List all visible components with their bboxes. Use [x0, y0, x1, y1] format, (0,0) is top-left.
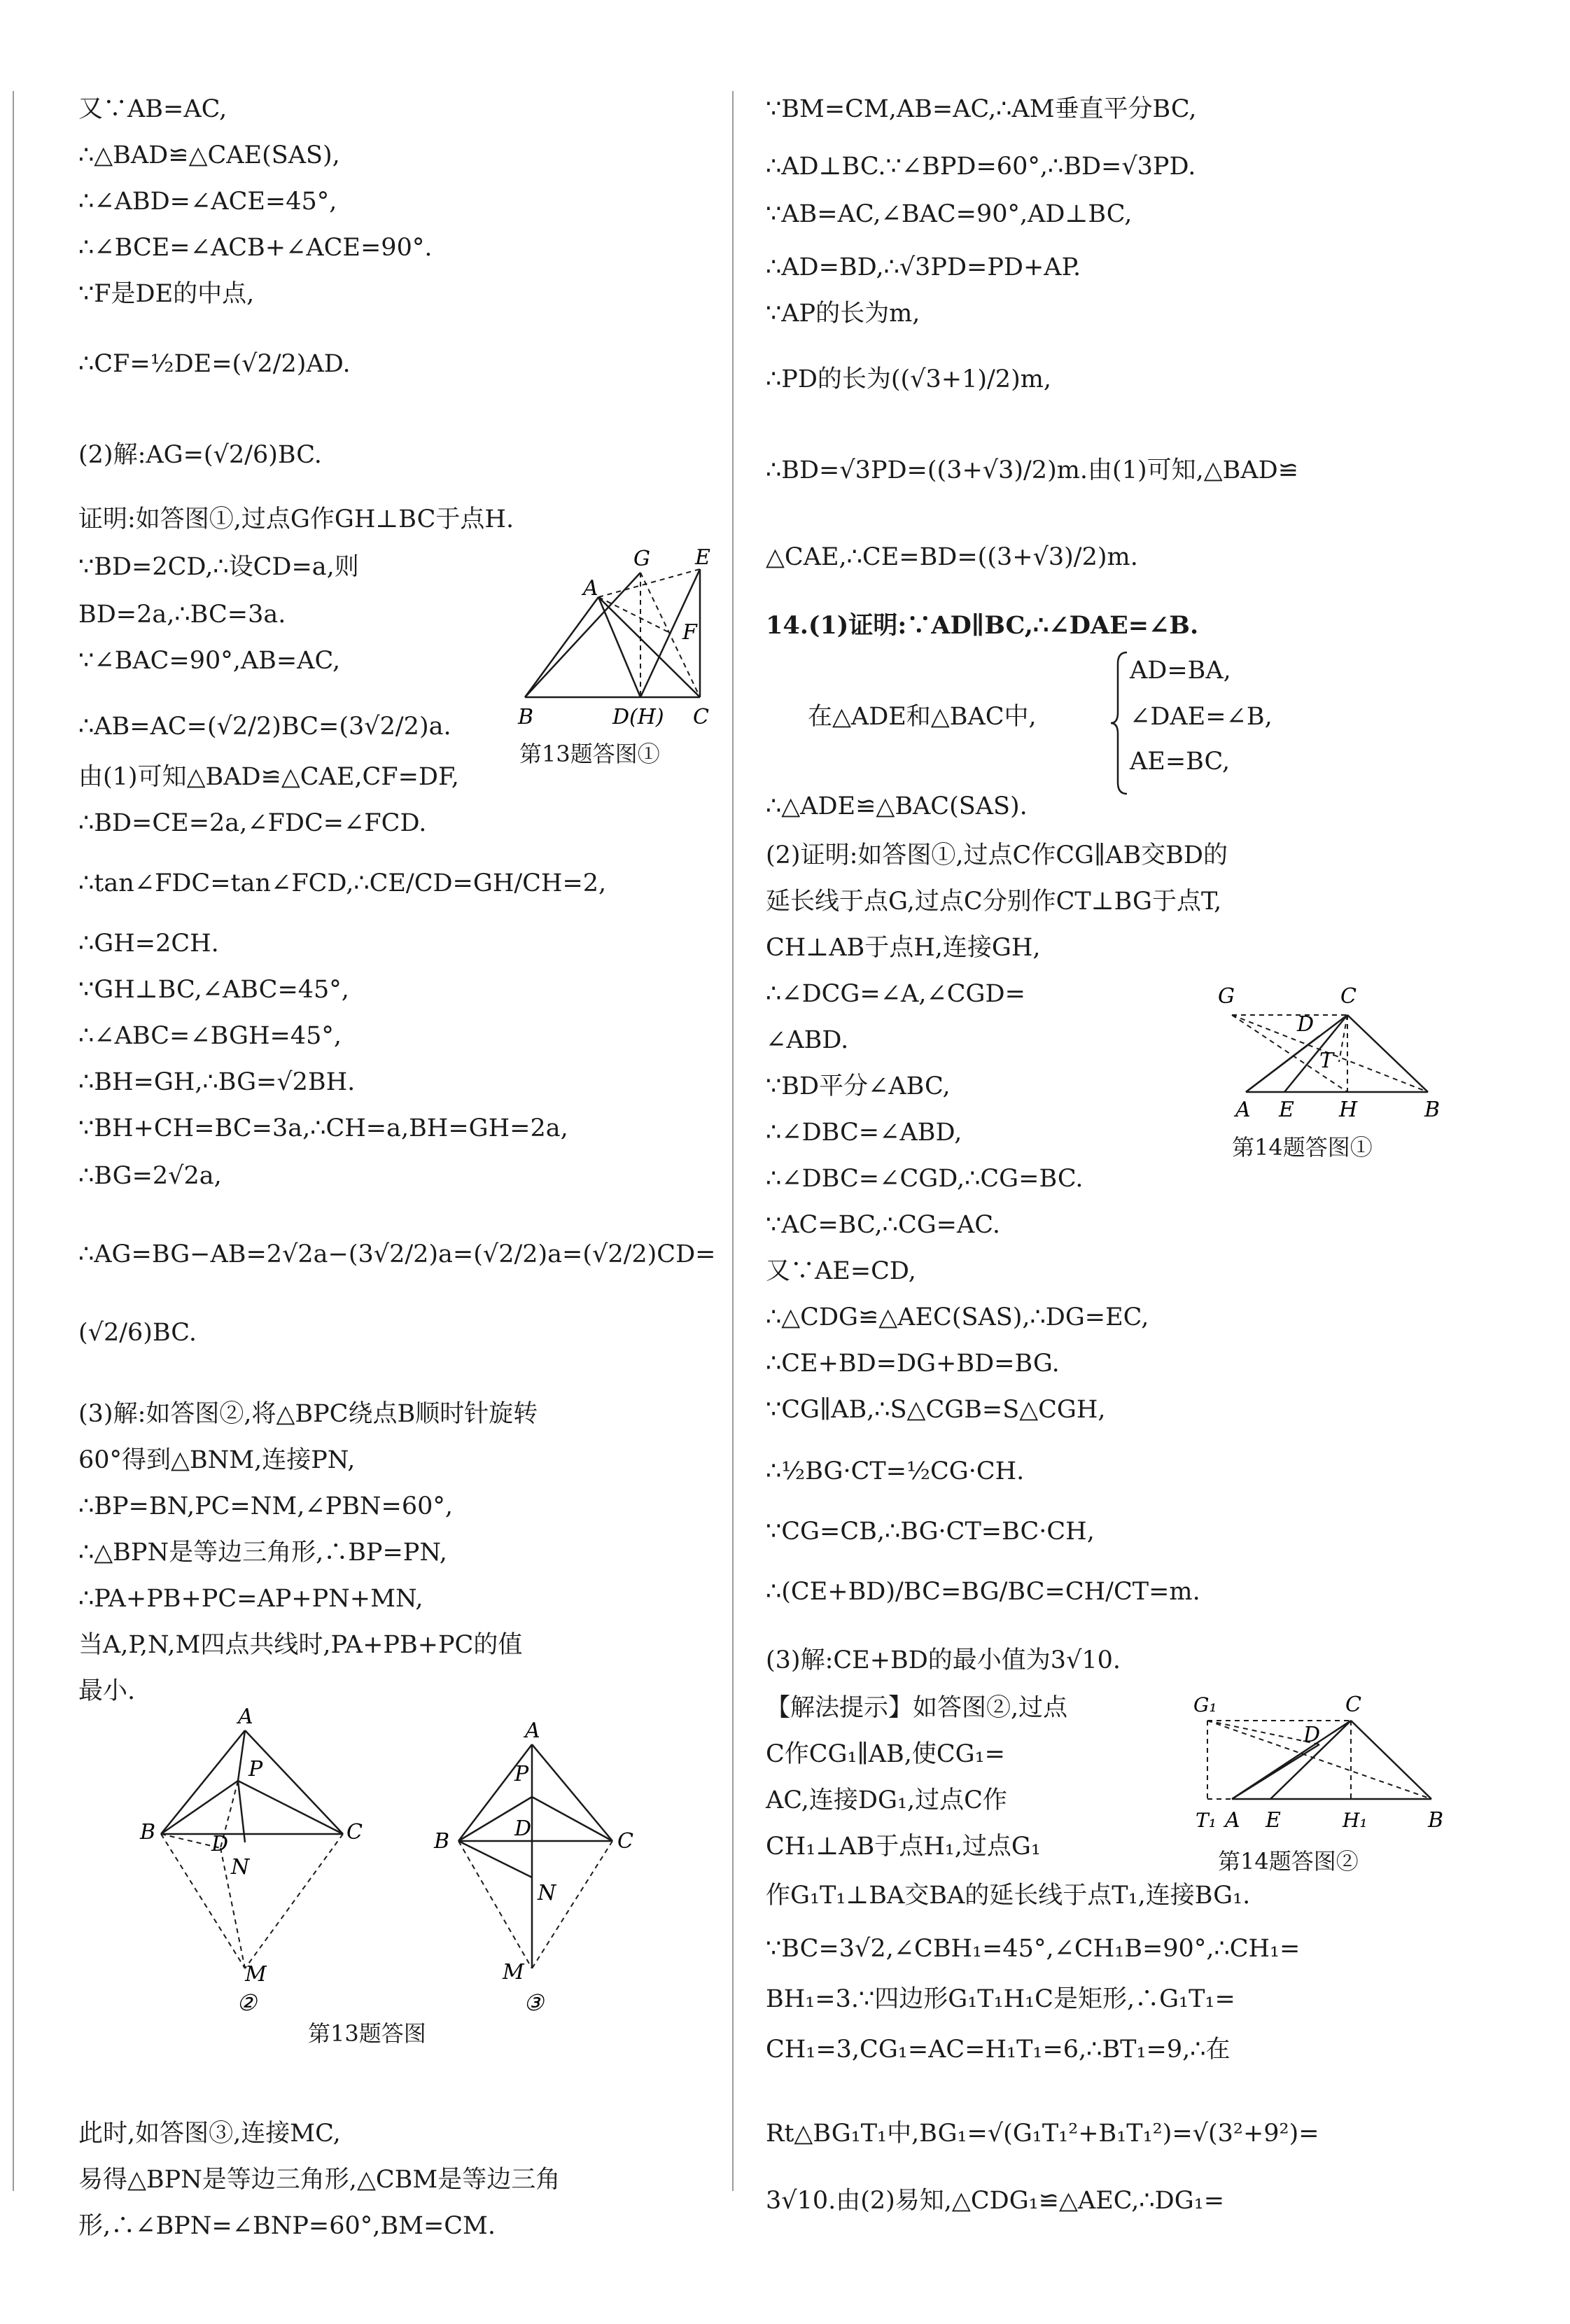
text-line: ∴PD的长为((√3+1)/2)m,	[766, 365, 1052, 393]
text-line: ∴∠ABC=∠BGH=45°,	[78, 1022, 342, 1050]
text-line: △CAE,∴CE=BD=((3+√3)/2)m.	[766, 543, 1138, 571]
problem-14-heading: 14.(1)证明:∵AD∥BC,∴∠DAE=∠B.	[766, 611, 1199, 640]
text-line: ∵BC=3√2,∠CBH₁=45°,∠CH₁B=90°,∴CH₁=	[766, 1935, 1301, 1963]
text-line: ∵GH⊥BC,∠ABC=45°,	[78, 976, 349, 1004]
text-line: ∴½BG·CT=½CG·CH.	[766, 1457, 1025, 1485]
label-G1: G₁	[1193, 1694, 1217, 1716]
label-M: M	[245, 1962, 267, 1987]
text-line: 又∵AB=AC,	[78, 95, 227, 123]
fig13-caption: 第13题答图	[308, 2020, 426, 2047]
text-line: 又∵AE=CD,	[766, 1257, 916, 1285]
text-line: ∴AG=BG−AB=2√2a−(3√2/2)a=(√2/2)a=(√2/2)CD=	[78, 1240, 716, 1268]
text-line: ∴∠ABD=∠ACE=45°,	[78, 188, 337, 216]
text-line: AD=BA,	[1130, 657, 1231, 685]
text-line: ∠ABD.	[766, 1026, 849, 1054]
text-line: ∴BD=√3PD=((3+√3)/2)m.由(1)可知,△BAD≌	[766, 456, 1299, 484]
text-line: CH₁=3,CG₁=AC=H₁T₁=6,∴BT₁=9,∴在	[766, 2036, 1231, 2064]
figure-14-1	[1214, 976, 1445, 1141]
text-line: (2)证明:如答图①,过点C作CG∥AB交BD的	[766, 841, 1228, 869]
label-T1: T₁	[1196, 1809, 1217, 1832]
text-line: 最小.	[78, 1677, 136, 1705]
text-line: Rt△BG₁T₁中,BG₁=√(G₁T₁²+B₁T₁²)=√(3²+9²)=	[766, 2120, 1319, 2148]
label-P: P	[248, 1757, 263, 1782]
figure-14-2	[1183, 1694, 1449, 1855]
label-F: F	[682, 620, 697, 645]
label-B: B	[1428, 1808, 1444, 1833]
column-divider	[732, 91, 734, 2191]
text-line: 【解法提示】如答图②,过点	[766, 1694, 1068, 1722]
label-D: D	[211, 1832, 229, 1856]
circled-3: ③	[524, 1989, 544, 2016]
text-line: ∴∠DBC=∠ABD,	[766, 1119, 962, 1147]
label-B: B	[434, 1829, 450, 1854]
brace	[1109, 650, 1130, 797]
text-line: 60°得到△BNM,连接PN,	[78, 1446, 356, 1474]
text-line: 3√10.由(2)易知,△CDG₁≌△AEC,∴DG₁=	[766, 2187, 1225, 2215]
text-line: CH₁⊥AB于点H₁,过点G₁	[766, 1833, 1041, 1861]
label-B: B	[518, 705, 534, 729]
text-line: ∵∠BAC=90°,AB=AC,	[78, 647, 341, 675]
text-line: ∴AD⊥BC.∵∠BPD=60°,∴BD=√3PD.	[766, 153, 1196, 181]
text-line: ∴△CDG≌△AEC(SAS),∴DG=EC,	[766, 1303, 1149, 1331]
text-line: ∵BH+CH=BC=3a,∴CH=a,BH=GH=2a,	[78, 1114, 568, 1142]
text-line: ∴CE+BD=DG+BD=BG.	[766, 1350, 1060, 1378]
text-line: ∵CG=CB,∴BG·CT=BC·CH,	[766, 1518, 1095, 1546]
label-N: N	[538, 1881, 556, 1905]
text-line: CH⊥AB于点H,连接GH,	[766, 934, 1041, 962]
fig14-1-caption: 第14题答图①	[1232, 1134, 1373, 1161]
label-A: A	[583, 576, 598, 601]
text-line: (3)解:CE+BD的最小值为3√10.	[766, 1646, 1121, 1674]
text-line: ∴BD=CE=2a,∠FDC=∠FCD.	[78, 809, 427, 837]
text-line: 延长线于点G,过点C分别作CT⊥BG于点T,	[766, 888, 1222, 916]
text-line: ∵F是DE的中点,	[78, 280, 255, 308]
label-C: C	[693, 705, 709, 729]
label-C: C	[1345, 1694, 1361, 1717]
text-line: ∴△ADE≌△BAC(SAS).	[766, 792, 1028, 820]
text-line: ∴PA+PB+PC=AP+PN+MN,	[78, 1585, 423, 1613]
text-line: ∴BP=BN,PC=NM,∠PBN=60°,	[78, 1492, 454, 1520]
label-G: G	[633, 547, 650, 571]
label-M: M	[503, 1960, 524, 1984]
text-line: ∠DAE=∠B,	[1130, 703, 1273, 731]
text-line: ∴CF=½DE=(√2/2)AD.	[78, 350, 351, 378]
text-line: 证明:如答图①,过点G作GH⊥BC于点H.	[78, 505, 514, 533]
label-C: C	[617, 1829, 633, 1854]
figure-13-3	[427, 1625, 651, 2017]
text-line: ∵BD=2CD,∴设CD=a,则	[78, 553, 359, 581]
label-E: E	[1266, 1808, 1281, 1833]
text-line: ∴AB=AC=(√2/2)BC=(3√2/2)a.	[78, 713, 451, 741]
text-line: 由(1)可知△BAD≌△CAE,CF=DF,	[78, 763, 459, 791]
text-line: ∴∠DBC=∠CGD,∴CG=BC.	[766, 1165, 1084, 1193]
text-line: C作CG₁∥AB,使CG₁=	[766, 1740, 1005, 1768]
text-line: ∴BG=2√2a,	[78, 1162, 222, 1190]
label-A: A	[1235, 1098, 1251, 1122]
text-line: ∴(CE+BD)/BC=BG/BC=CH/CT=m.	[766, 1578, 1200, 1606]
text-line: ∴AD=BD,∴√3PD=PD+AP.	[766, 253, 1081, 281]
text-line: 此时,如答图③,连接MC,	[78, 2120, 341, 2148]
left-margin-rule	[13, 91, 14, 2191]
label-G: G	[1218, 984, 1235, 1009]
label-C: C	[346, 1820, 363, 1844]
text-line: ∵AB=AC,∠BAC=90°,AD⊥BC,	[766, 200, 1133, 228]
text-line: 形,∴∠BPN=∠BNP=60°,BM=CM.	[78, 2212, 496, 2240]
text-line: ∵AP的长为m,	[766, 300, 920, 328]
label-B: B	[1424, 1098, 1441, 1122]
label-D: D	[514, 1816, 532, 1841]
label-D: D	[1297, 1012, 1315, 1037]
label-E: E	[695, 545, 710, 570]
text-line: ∴△BPN是等边三角形,∴BP=PN,	[78, 1539, 447, 1567]
fig14-2-caption: 第14题答图②	[1218, 1848, 1359, 1875]
text-line: ∴GH=2CH.	[78, 930, 219, 958]
text-line: 作G₁T₁⊥BA交BA的延长线于点T₁,连接BG₁.	[766, 1882, 1251, 1910]
text-line: AE=BC,	[1130, 748, 1231, 776]
text-line: ∴BH=GH,∴BG=√2BH.	[78, 1068, 356, 1096]
text-line: (√2/6)BC.	[78, 1319, 197, 1347]
text-line: 易得△BPN是等边三角形,△CBM是等边三角	[78, 2166, 561, 2194]
figure-13-2	[133, 1625, 364, 2017]
text-line: ∵AC=BC,∴CG=AC.	[766, 1211, 1000, 1239]
text-line: (3)解:如答图②,将△BPC绕点B顺时针旋转	[78, 1400, 538, 1428]
label-DH: D(H)	[612, 705, 664, 729]
text-line: 在△ADE和△BAC中,	[808, 703, 1037, 731]
text-line: BH₁=3.∵四边形G₁T₁H₁C是矩形,∴G₁T₁=	[766, 1985, 1235, 2013]
label-C: C	[1340, 984, 1357, 1009]
text-line: ∴tan∠FDC=tan∠FCD,∴CE/CD=GH/CH=2,	[78, 869, 607, 897]
text-line: ∴△BAD≌△CAE(SAS),	[78, 141, 340, 169]
text-line: (2)解:AG=(√2/6)BC.	[78, 441, 322, 469]
text-line: ∵BM=CM,AB=AC,∴AM垂直平分BC,	[766, 95, 1197, 123]
label-A: A	[525, 1718, 540, 1743]
label-D: D	[1303, 1723, 1321, 1747]
text-line: 当A,P,N,M四点共线时,PA+PB+PC的值	[78, 1631, 523, 1659]
label-N: N	[231, 1855, 250, 1879]
text-line: ∵BD平分∠ABC,	[766, 1072, 951, 1100]
label-H: H	[1339, 1098, 1358, 1122]
fig13-1-caption: 第13题答图①	[519, 741, 660, 767]
text-line: ∴∠BCE=∠ACB+∠ACE=90°.	[78, 234, 433, 262]
circled-2: ②	[237, 1989, 257, 2016]
text-line: AC,连接DG₁,过点C作	[766, 1786, 1007, 1814]
label-A: A	[238, 1704, 253, 1729]
label-P: P	[514, 1762, 529, 1786]
text-line: ∵CG∥AB,∴S△CGB=S△CGH,	[766, 1396, 1106, 1424]
label-T: T	[1319, 1049, 1334, 1073]
figure-13-1	[507, 545, 717, 741]
text-line: ∴∠DCG=∠A,∠CGD=	[766, 980, 1025, 1008]
text-line: BD=2a,∴BC=3a.	[78, 601, 286, 629]
label-E: E	[1279, 1098, 1294, 1122]
label-H1: H₁	[1343, 1809, 1368, 1832]
label-A: A	[1225, 1808, 1240, 1833]
label-B: B	[140, 1820, 156, 1844]
